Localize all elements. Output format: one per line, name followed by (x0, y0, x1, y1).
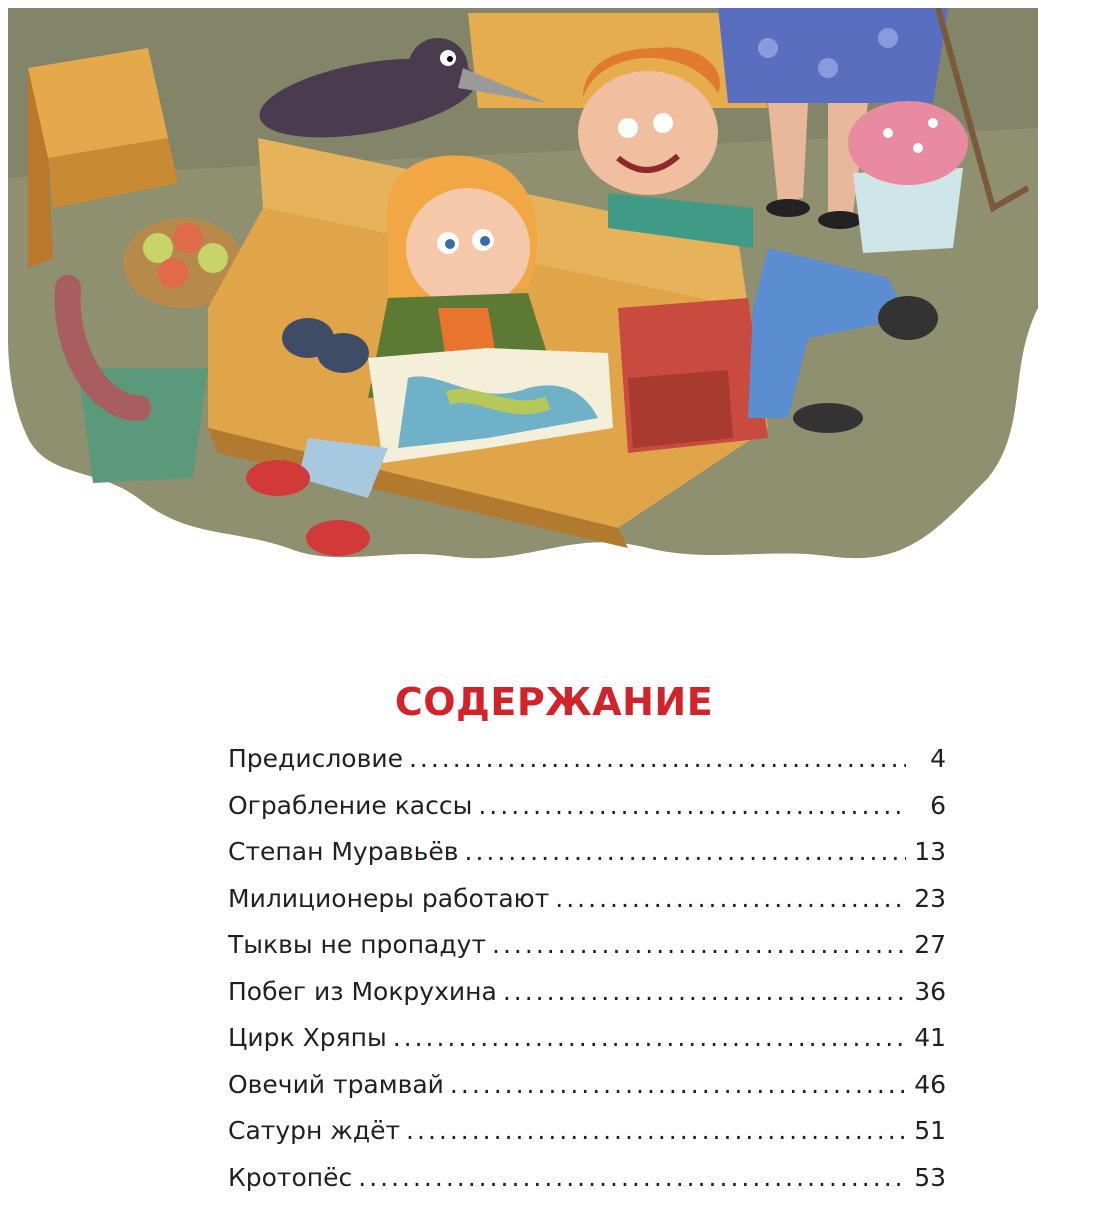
toc-title: СОДЕРЖАНИЕ (394, 680, 714, 724)
toc-leader-dots (503, 977, 906, 1006)
toc-entry-page: 41 (914, 1023, 946, 1052)
toc-entry-label: Тыквы не пропадут (228, 930, 487, 959)
toc-entry-label: Кротопёс (228, 1162, 353, 1192)
toc-leader-dots (409, 744, 906, 773)
jam-bucket (848, 101, 968, 253)
station-illustration (8, 8, 1038, 568)
toc-entry-label: Степан Муравьёв (228, 837, 459, 866)
toc-entry-label: Предисловие (228, 744, 403, 773)
toc-entry-label: Милиционеры работают (228, 883, 550, 913)
toc-leader-dots (555, 884, 906, 913)
toc-entry[interactable] (228, 1023, 946, 1070)
toc-entry-label: Овечий трамвай (228, 1069, 444, 1099)
toc-entry-label: Цирк Хряпы (228, 1023, 387, 1052)
toc-leader-dots (358, 1163, 906, 1192)
toc-leader-dots (393, 1023, 906, 1052)
toc-leader-dots (450, 1070, 906, 1099)
toc-entry-page: 51 (914, 1116, 946, 1145)
toc-entry-page: 23 (914, 883, 946, 913)
toc-leader-dots (406, 1116, 906, 1145)
toc-entry-page: 6 (930, 790, 946, 820)
toc-entry-page: 4 (930, 744, 946, 773)
toc-leader-dots (492, 930, 906, 959)
toc-entry[interactable] (228, 977, 946, 1024)
toc-entry[interactable] (228, 744, 946, 791)
toc-entry[interactable] (228, 1116, 946, 1163)
toc-entry[interactable] (228, 837, 946, 884)
toc-entry[interactable] (228, 1163, 946, 1210)
table-of-contents (228, 744, 946, 1209)
toc-entry-label: Ограбление кассы (228, 790, 473, 820)
toc-leader-dots (478, 791, 906, 820)
toc-entry-page: 53 (914, 1162, 946, 1192)
toc-entry-page: 27 (914, 930, 946, 959)
red-backpack (618, 298, 768, 453)
toc-entry-page: 46 (914, 1069, 946, 1099)
toc-entry[interactable] (228, 791, 946, 838)
toc-entry[interactable] (228, 930, 946, 977)
toc-entry-label: Сатурн ждёт (228, 1116, 401, 1145)
toc-entry-page: 36 (914, 976, 946, 1006)
toc-leader-dots (465, 837, 907, 866)
toc-entry[interactable] (228, 884, 946, 931)
toc-entry[interactable] (228, 1070, 946, 1117)
toc-entry-page: 13 (914, 837, 946, 866)
toc-entry-label: Побег из Мокрухина (228, 976, 497, 1006)
